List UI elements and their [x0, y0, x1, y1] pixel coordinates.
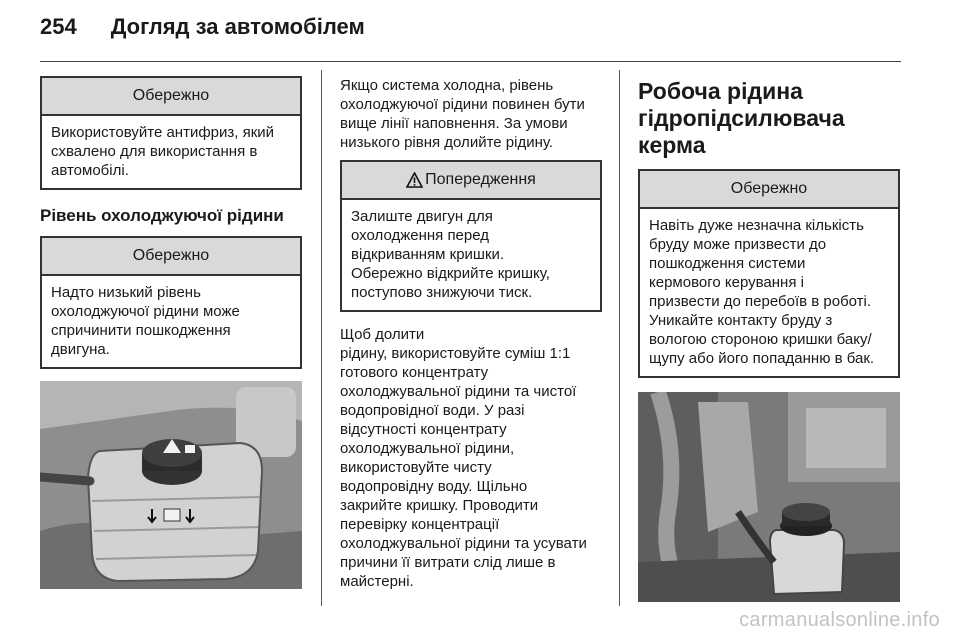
caution-text — [42, 276, 300, 367]
text-line: схвалено для використання в — [51, 143, 258, 160]
page-header — [40, 14, 365, 44]
text-line: Надто низький рівень — [51, 284, 201, 301]
text-line: вище лінії наповнення. За умови — [340, 115, 568, 132]
text-line: охолодження перед — [351, 227, 490, 244]
text-line: охолоджуючої рідини повинен бути — [340, 96, 585, 113]
text-line: Щоб долити — [340, 326, 425, 343]
text-line: Якщо система холодна, рівень — [340, 77, 554, 94]
title-line: гідропідсилювача керма — [638, 105, 845, 158]
power-steering-reservoir-icon — [638, 392, 900, 602]
text-line: призвести до перебоїв в роботі. — [649, 293, 872, 310]
text-line: водопровідної води. У разі — [340, 402, 525, 419]
section-title-coolant-level: Рівень охолоджуючої рідини — [40, 206, 284, 225]
text-line: готового концентрату — [340, 364, 489, 381]
text-line: низького рівня долийте рідину. — [340, 134, 554, 151]
column-2 — [340, 76, 602, 591]
text-line: пошкодження системи — [649, 255, 806, 272]
text-line: Обережно відкрийте кришку, — [351, 265, 550, 282]
column-divider-1 — [321, 70, 322, 606]
caution-heading: Обережно — [640, 171, 898, 209]
text-line: автомобілі. — [51, 162, 129, 179]
text-line: закрийте кришку. Проводити — [340, 497, 539, 514]
text-line: Навіть дуже незначна кількість — [649, 217, 864, 234]
caution-heading: Обережно — [42, 78, 300, 116]
column-3 — [638, 76, 900, 602]
text-line: відсутності концентрату — [340, 421, 507, 438]
text-line: охолоджувальної рідини та усувати — [340, 535, 587, 552]
text-line: щупу або його попаданню в бак. — [649, 350, 875, 367]
warning-box — [340, 160, 602, 312]
column-divider-2 — [619, 70, 620, 606]
text-line: вологою стороною кришки баку/ — [649, 331, 872, 348]
caution-text — [640, 209, 898, 376]
text-line: Використовуйте антифриз, який — [51, 124, 275, 141]
text-line: перевірку концентрації — [340, 516, 500, 533]
text-line: Уникайте контакту бруду з — [649, 312, 833, 329]
text-line: кермового керування і — [649, 274, 804, 291]
text-line: бруду може призвести до — [649, 236, 827, 253]
caution-box-power-steering — [638, 169, 900, 378]
page-title: Догляд за автомобілем — [110, 14, 365, 39]
text-line: відкриванням кришки. — [351, 246, 505, 263]
caution-heading: Обережно — [42, 238, 300, 276]
text-line: спричинити пошкодження — [51, 322, 231, 339]
text-line: майстерні. — [340, 573, 414, 590]
text-line: Залиште двигун для — [351, 208, 493, 225]
caution-box-coolant — [40, 236, 302, 369]
header-rule — [40, 61, 901, 62]
watermark: carmanualsonline.info — [739, 609, 940, 631]
section-title-power-steering — [638, 78, 900, 159]
warning-triangle-icon — [406, 172, 423, 188]
text-line: використовуйте чисту — [340, 459, 492, 476]
text-line: охолоджувальної рідини та чистої — [340, 383, 577, 400]
caution-box-antifreeze — [40, 76, 302, 190]
text-line: поступово знижуючи тиск. — [351, 284, 533, 301]
text-line: охолоджувальної рідини, — [340, 440, 515, 457]
warning-text — [342, 200, 600, 310]
column-1 — [40, 76, 302, 589]
warning-heading — [342, 162, 600, 200]
intro-paragraph — [340, 76, 602, 152]
title-line: Робоча рідина — [638, 78, 803, 104]
caution-text — [42, 116, 300, 188]
warning-heading-text: Попередження — [425, 171, 536, 188]
text-line: водопровідну воду. Щільно — [340, 478, 528, 495]
text-line: двигуна. — [51, 341, 110, 358]
text-line: причини її витрати слід лише в — [340, 554, 556, 571]
coolant-reservoir-icon — [40, 381, 302, 589]
text-line: рідину, використовуйте суміш 1:1 — [340, 345, 571, 362]
page-number: 254 — [40, 14, 77, 39]
body-paragraph — [340, 325, 602, 591]
text-line: охолоджуючої рідини може — [51, 303, 240, 320]
